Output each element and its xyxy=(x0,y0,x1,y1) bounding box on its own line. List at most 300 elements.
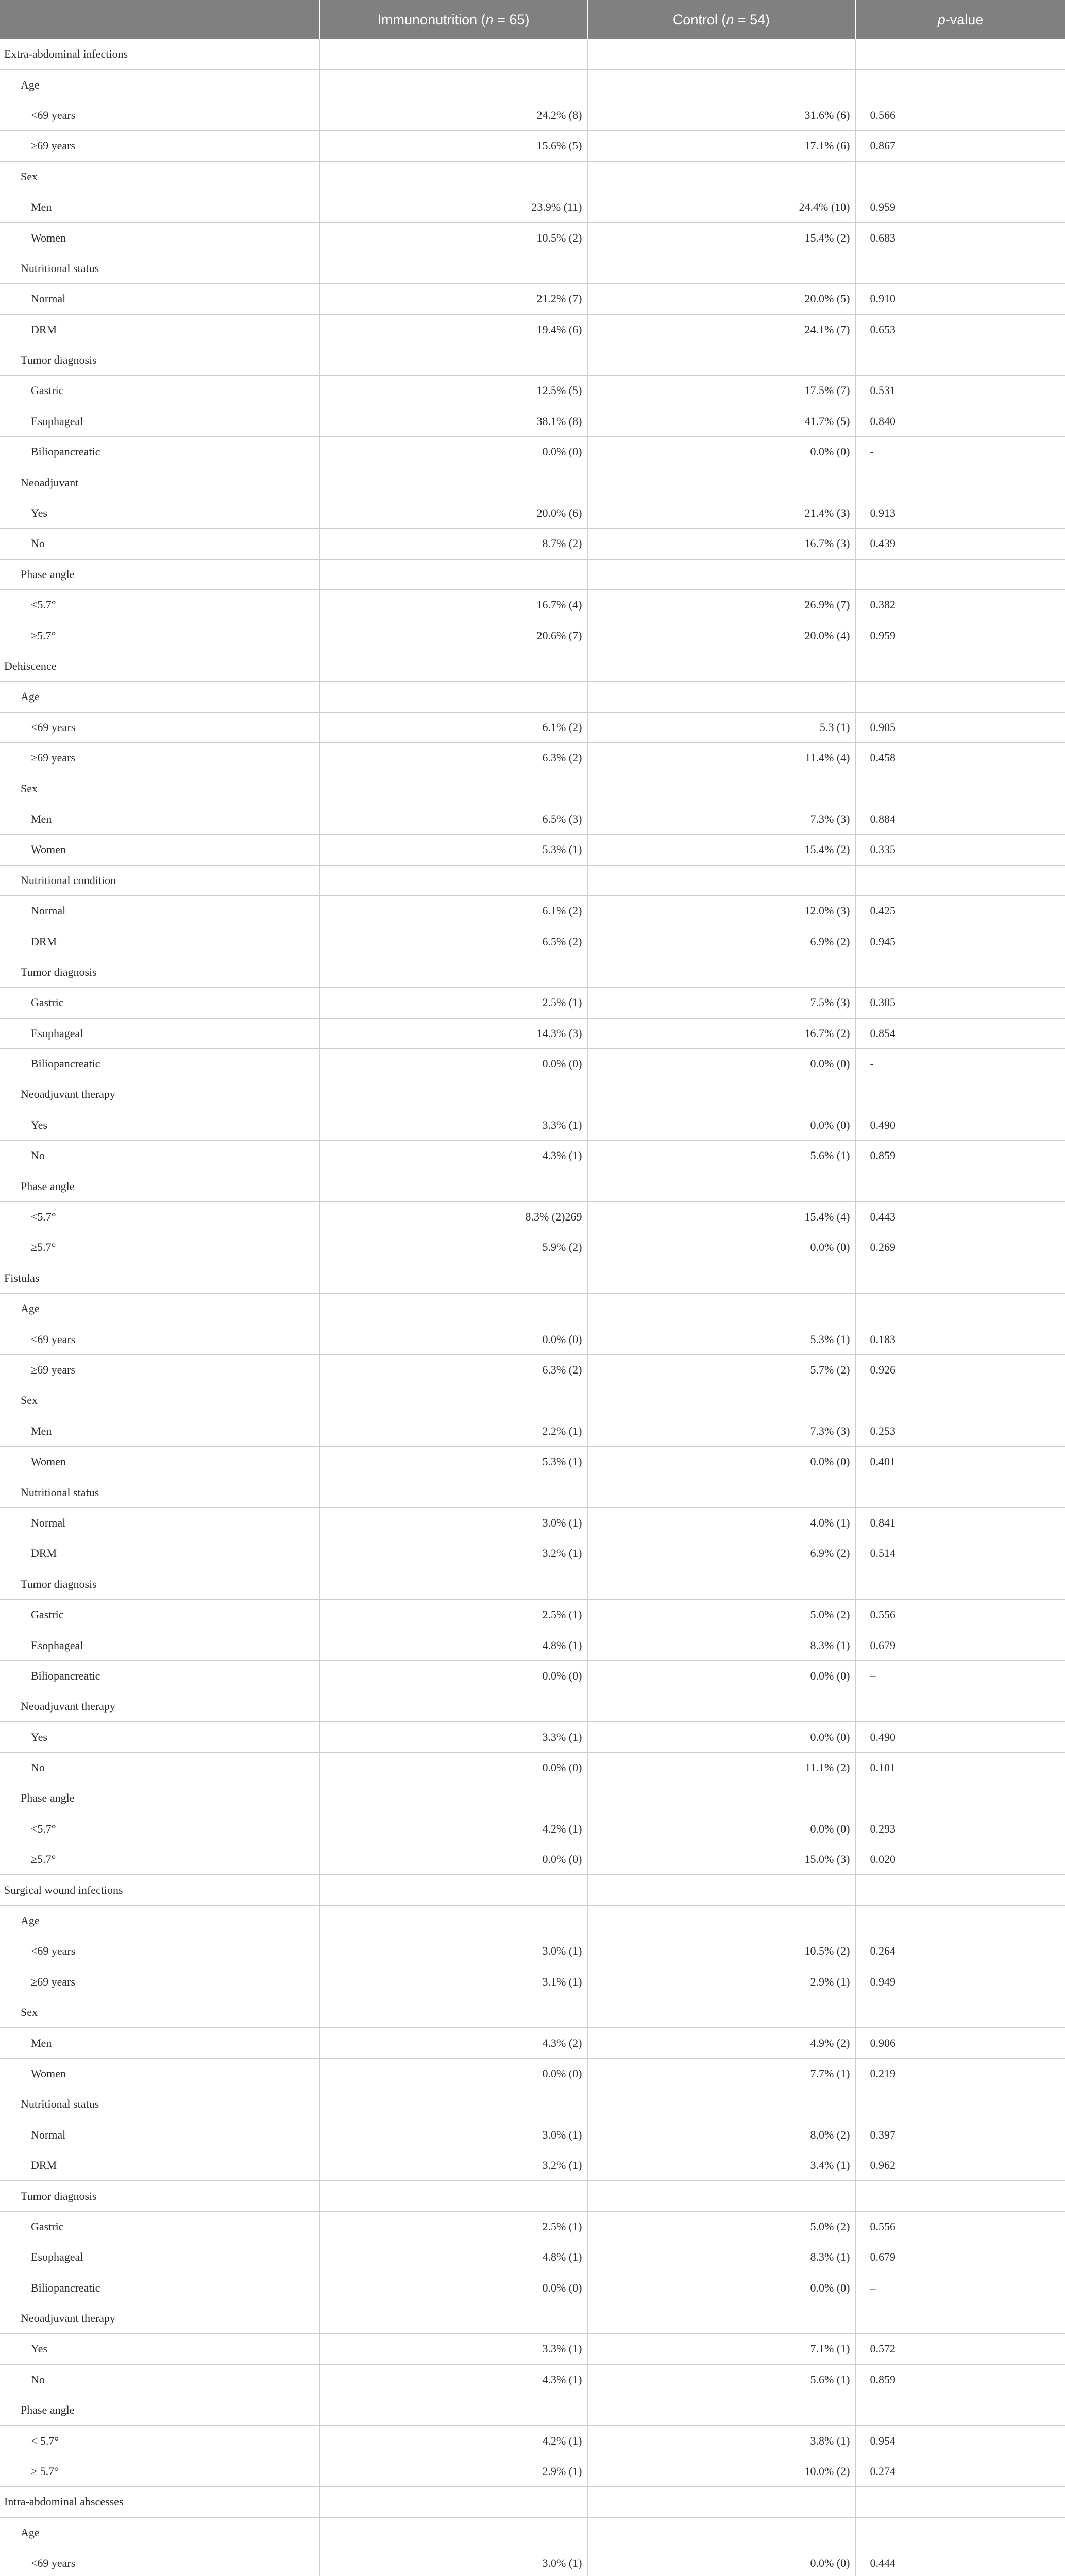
table-row xyxy=(0,2364,1065,2395)
empty-cell xyxy=(319,1079,587,1110)
row-label: Women xyxy=(0,2058,319,2089)
control-value: 8.3% (1) xyxy=(587,1630,855,1660)
row-label: No xyxy=(0,1141,319,1171)
control-value: 6.9% (2) xyxy=(587,926,855,957)
empty-cell xyxy=(319,253,587,283)
table-row xyxy=(0,895,1065,926)
control-value: 31.6% (6) xyxy=(587,100,855,130)
immunonutrition-value: 4.8% (1) xyxy=(319,2242,587,2273)
header-immunonutrition xyxy=(319,0,587,39)
control-value: 15.4% (2) xyxy=(587,835,855,865)
row-label: Biliopancreatic xyxy=(0,437,319,467)
empty-cell xyxy=(319,1385,587,1416)
empty-cell xyxy=(319,559,587,589)
immunonutrition-value: 2.5% (1) xyxy=(319,1599,587,1630)
empty-cell xyxy=(855,651,1065,681)
header-p: p xyxy=(937,11,945,27)
p-value: 0.269 xyxy=(855,1232,1065,1263)
table-row xyxy=(0,1324,1065,1354)
p-value: 0.867 xyxy=(855,131,1065,161)
p-value: 0.335 xyxy=(855,835,1065,865)
empty-cell xyxy=(319,1294,587,1324)
category-label: Neoadjuvant therapy xyxy=(0,1079,319,1110)
empty-cell xyxy=(587,1171,855,1201)
empty-cell xyxy=(319,682,587,712)
immunonutrition-value: 2.2% (1) xyxy=(319,1416,587,1446)
header-immunonutrition-n: n xyxy=(485,11,494,27)
immunonutrition-value: 20.6% (7) xyxy=(319,620,587,651)
table-row xyxy=(0,498,1065,528)
immunonutrition-value: 0.0% (0) xyxy=(319,1752,587,1783)
table-row xyxy=(0,988,1065,1018)
table-row xyxy=(0,804,1065,834)
immunonutrition-value: 3.2% (1) xyxy=(319,1538,587,1569)
p-value: 0.253 xyxy=(855,1416,1065,1446)
row-label: Biliopancreatic xyxy=(0,1660,319,1691)
category-row xyxy=(0,467,1065,498)
p-value: 0.859 xyxy=(855,2364,1065,2395)
empty-cell xyxy=(855,1691,1065,1722)
p-value: 0.910 xyxy=(855,284,1065,314)
control-value: 0.0% (0) xyxy=(587,2273,855,2303)
table-row xyxy=(0,590,1065,620)
category-label: Phase angle xyxy=(0,2395,319,2426)
empty-cell xyxy=(855,957,1065,987)
table-row xyxy=(0,2334,1065,2364)
p-value: 0.954 xyxy=(855,2426,1065,2456)
control-value: 24.1% (7) xyxy=(587,314,855,345)
empty-cell xyxy=(587,682,855,712)
immunonutrition-value: 14.3% (3) xyxy=(319,1018,587,1048)
section-label: Extra-abdominal infections xyxy=(0,39,319,70)
empty-cell xyxy=(587,865,855,895)
empty-cell xyxy=(319,1477,587,1507)
control-value: 0.0% (0) xyxy=(587,2548,855,2576)
empty-cell xyxy=(587,559,855,589)
category-label: Nutritional status xyxy=(0,1477,319,1507)
empty-cell xyxy=(855,1385,1065,1416)
p-value: 0.945 xyxy=(855,926,1065,957)
row-label: Biliopancreatic xyxy=(0,2273,319,2303)
immunonutrition-value: 12.5% (5) xyxy=(319,376,587,406)
header-variable xyxy=(0,0,319,39)
table-row xyxy=(0,406,1065,436)
category-label: Sex xyxy=(0,161,319,192)
category-row xyxy=(0,1783,1065,1814)
category-row xyxy=(0,1171,1065,1201)
category-row xyxy=(0,865,1065,895)
table-row xyxy=(0,712,1065,742)
table-row xyxy=(0,1110,1065,1140)
control-value: 12.0% (3) xyxy=(587,895,855,926)
immunonutrition-value: 4.3% (1) xyxy=(319,1141,587,1171)
table-row xyxy=(0,1722,1065,1752)
row-label: ≥5.7° xyxy=(0,1232,319,1263)
row-label: Yes xyxy=(0,1722,319,1752)
table-row xyxy=(0,437,1065,467)
p-value: 0.101 xyxy=(855,1752,1065,1783)
p-value: 0.841 xyxy=(855,1507,1065,1538)
empty-cell xyxy=(319,1905,587,1936)
row-label: < 5.7° xyxy=(0,2426,319,2456)
category-label: Sex xyxy=(0,1997,319,2028)
row-label: Women xyxy=(0,835,319,865)
row-label: Gastric xyxy=(0,1599,319,1630)
category-row xyxy=(0,773,1065,804)
section-label: Surgical wound infections xyxy=(0,1875,319,1905)
empty-cell xyxy=(855,1783,1065,1814)
category-row xyxy=(0,1691,1065,1722)
immunonutrition-value: 24.2% (8) xyxy=(319,100,587,130)
category-label: Phase angle xyxy=(0,559,319,589)
immunonutrition-value: 4.2% (1) xyxy=(319,1814,587,1844)
empty-cell xyxy=(587,70,855,100)
table-row xyxy=(0,1538,1065,1569)
empty-cell xyxy=(587,2395,855,2426)
control-value: 10.5% (2) xyxy=(587,1936,855,1967)
empty-cell xyxy=(855,682,1065,712)
table-row xyxy=(0,2120,1065,2150)
empty-cell xyxy=(319,39,587,70)
row-label: Esophageal xyxy=(0,2242,319,2273)
table-body xyxy=(0,39,1065,2576)
empty-cell xyxy=(587,1385,855,1416)
table-row xyxy=(0,1232,1065,1263)
empty-cell xyxy=(319,2089,587,2120)
control-value: 3.4% (1) xyxy=(587,2150,855,2180)
empty-cell xyxy=(587,773,855,804)
category-label: Age xyxy=(0,2517,319,2548)
immunonutrition-value: 5.9% (2) xyxy=(319,1232,587,1263)
empty-cell xyxy=(319,1569,587,1599)
control-value: 4.9% (2) xyxy=(587,2028,855,2058)
table-row xyxy=(0,1630,1065,1660)
empty-cell xyxy=(319,1691,587,1722)
row-label: DRM xyxy=(0,1538,319,1569)
immunonutrition-value: 8.7% (2) xyxy=(319,529,587,559)
empty-cell xyxy=(319,1997,587,2028)
control-value: 5.0% (2) xyxy=(587,2211,855,2242)
category-row xyxy=(0,253,1065,283)
empty-cell xyxy=(319,865,587,895)
category-row xyxy=(0,161,1065,192)
table-row xyxy=(0,2456,1065,2486)
section-label: Dehiscence xyxy=(0,651,319,681)
p-value: 0.949 xyxy=(855,1967,1065,1997)
row-label: ≥5.7° xyxy=(0,1844,319,1875)
row-label: <69 years xyxy=(0,100,319,130)
immunonutrition-value: 38.1% (8) xyxy=(319,406,587,436)
empty-cell xyxy=(587,2303,855,2333)
control-value: 17.1% (6) xyxy=(587,131,855,161)
p-value: 0.854 xyxy=(855,1018,1065,1048)
immunonutrition-value: 2.9% (1) xyxy=(319,2456,587,2486)
section-row xyxy=(0,1263,1065,1293)
row-label: Normal xyxy=(0,284,319,314)
row-label: ≥5.7° xyxy=(0,620,319,651)
table-row xyxy=(0,376,1065,406)
category-label: Neoadjuvant therapy xyxy=(0,1691,319,1722)
p-value: 0.490 xyxy=(855,1110,1065,1140)
empty-cell xyxy=(587,345,855,375)
section-row xyxy=(0,1875,1065,1905)
empty-cell xyxy=(855,773,1065,804)
empty-cell xyxy=(587,39,855,70)
p-value: 0.458 xyxy=(855,742,1065,773)
empty-cell xyxy=(855,253,1065,283)
table-row xyxy=(0,2242,1065,2273)
empty-cell xyxy=(319,345,587,375)
row-label: DRM xyxy=(0,926,319,957)
category-label: Sex xyxy=(0,1385,319,1416)
empty-cell xyxy=(855,1477,1065,1507)
empty-cell xyxy=(587,1079,855,1110)
row-label: Normal xyxy=(0,1507,319,1538)
header-control-label: Control ( xyxy=(672,11,726,27)
p-value: 0.425 xyxy=(855,895,1065,926)
immunonutrition-value: 4.2% (1) xyxy=(319,2426,587,2456)
p-value: 0.840 xyxy=(855,406,1065,436)
control-value: 7.7% (1) xyxy=(587,2058,855,2089)
category-label: Phase angle xyxy=(0,1783,319,1814)
table-row xyxy=(0,1446,1065,1477)
empty-cell xyxy=(855,345,1065,375)
control-value: 15.4% (4) xyxy=(587,1201,855,1232)
empty-cell xyxy=(587,957,855,987)
category-label: Nutritional status xyxy=(0,253,319,283)
p-value: 0.906 xyxy=(855,2028,1065,2058)
empty-cell xyxy=(855,2089,1065,2120)
control-value: 20.0% (4) xyxy=(587,620,855,651)
category-label: Sex xyxy=(0,773,319,804)
control-value: 15.4% (2) xyxy=(587,223,855,253)
p-value: 0.444 xyxy=(855,2548,1065,2576)
p-value: 0.884 xyxy=(855,804,1065,834)
row-label: Gastric xyxy=(0,2211,319,2242)
control-value: 3.8% (1) xyxy=(587,2426,855,2456)
empty-cell xyxy=(587,2181,855,2211)
control-value: 7.3% (3) xyxy=(587,1416,855,1446)
p-value: 0.679 xyxy=(855,2242,1065,2273)
immunonutrition-value: 3.3% (1) xyxy=(319,1722,587,1752)
row-label: Men xyxy=(0,192,319,222)
p-value: 0.926 xyxy=(855,1354,1065,1385)
row-label: Women xyxy=(0,1446,319,1477)
row-label: Yes xyxy=(0,498,319,528)
control-value: 11.1% (2) xyxy=(587,1752,855,1783)
empty-cell xyxy=(319,2303,587,2333)
control-value: 7.1% (1) xyxy=(587,2334,855,2364)
category-row xyxy=(0,2181,1065,2211)
row-label: Esophageal xyxy=(0,1630,319,1660)
empty-cell xyxy=(587,161,855,192)
table-row xyxy=(0,926,1065,957)
row-label: Normal xyxy=(0,2120,319,2150)
category-label: Age xyxy=(0,1905,319,1936)
p-value: 0.439 xyxy=(855,529,1065,559)
p-value: 0.397 xyxy=(855,2120,1065,2150)
category-label: Neoadjuvant xyxy=(0,467,319,498)
immunonutrition-value: 23.9% (11) xyxy=(319,192,587,222)
category-label: Tumor diagnosis xyxy=(0,1569,319,1599)
header-immunonutrition-count: = 65) xyxy=(493,11,530,27)
category-label: Age xyxy=(0,70,319,100)
empty-cell xyxy=(855,1171,1065,1201)
table-row xyxy=(0,192,1065,222)
control-value: 10.0% (2) xyxy=(587,2456,855,2486)
empty-cell xyxy=(855,39,1065,70)
p-value: 0.679 xyxy=(855,1630,1065,1660)
section-row xyxy=(0,651,1065,681)
table-row xyxy=(0,223,1065,253)
table-row xyxy=(0,529,1065,559)
control-value: 20.0% (5) xyxy=(587,284,855,314)
immunonutrition-value: 6.1% (2) xyxy=(319,712,587,742)
category-row xyxy=(0,2395,1065,2426)
control-value: 8.3% (1) xyxy=(587,2242,855,2273)
row-label: Men xyxy=(0,2028,319,2058)
p-value: 0.219 xyxy=(855,2058,1065,2089)
table-row xyxy=(0,1752,1065,1783)
category-label: Tumor diagnosis xyxy=(0,345,319,375)
empty-cell xyxy=(855,1997,1065,2028)
table-row xyxy=(0,1936,1065,1967)
control-value: 41.7% (5) xyxy=(587,406,855,436)
immunonutrition-value: 6.3% (2) xyxy=(319,742,587,773)
control-value: 0.0% (0) xyxy=(587,1814,855,1844)
row-label: Esophageal xyxy=(0,406,319,436)
empty-cell xyxy=(855,2303,1065,2333)
table-row xyxy=(0,1507,1065,1538)
immunonutrition-value: 10.5% (2) xyxy=(319,223,587,253)
table-row xyxy=(0,2150,1065,2180)
category-row xyxy=(0,1477,1065,1507)
table-row xyxy=(0,742,1065,773)
category-label: Nutritional condition xyxy=(0,865,319,895)
table-row xyxy=(0,314,1065,345)
row-label: DRM xyxy=(0,314,319,345)
row-label: Yes xyxy=(0,2334,319,2364)
header-control-n: n xyxy=(726,11,734,27)
p-value: 0.020 xyxy=(855,1844,1065,1875)
p-value: 0.531 xyxy=(855,376,1065,406)
row-label: <5.7° xyxy=(0,590,319,620)
immunonutrition-value: 3.0% (1) xyxy=(319,2548,587,2576)
control-value: 24.4% (10) xyxy=(587,192,855,222)
row-label: ≥69 years xyxy=(0,131,319,161)
immunonutrition-value: 0.0% (0) xyxy=(319,2058,587,2089)
row-label: <69 years xyxy=(0,712,319,742)
immunonutrition-value: 3.3% (1) xyxy=(319,2334,587,2364)
table-row xyxy=(0,1967,1065,1997)
category-row xyxy=(0,2303,1065,2333)
empty-cell xyxy=(587,1569,855,1599)
p-value: 0.859 xyxy=(855,1141,1065,1171)
category-row xyxy=(0,1385,1065,1416)
immunonutrition-value: 6.1% (2) xyxy=(319,895,587,926)
row-label: Gastric xyxy=(0,376,319,406)
empty-cell xyxy=(319,957,587,987)
category-label: Tumor diagnosis xyxy=(0,2181,319,2211)
control-value: 0.0% (0) xyxy=(587,1660,855,1691)
empty-cell xyxy=(587,1294,855,1324)
table-row xyxy=(0,1416,1065,1446)
empty-cell xyxy=(855,1263,1065,1293)
row-label: Esophageal xyxy=(0,1018,319,1048)
table-row xyxy=(0,2426,1065,2456)
table-row xyxy=(0,620,1065,651)
immunonutrition-value: 0.0% (0) xyxy=(319,437,587,467)
control-value: 0.0% (0) xyxy=(587,1722,855,1752)
p-value: 0.913 xyxy=(855,498,1065,528)
table-row xyxy=(0,284,1065,314)
control-value: 15.0% (3) xyxy=(587,1844,855,1875)
category-row xyxy=(0,2517,1065,2548)
p-value: 0.514 xyxy=(855,1538,1065,1569)
empty-cell xyxy=(855,1079,1065,1110)
row-label: <69 years xyxy=(0,1324,319,1354)
empty-cell xyxy=(587,2517,855,2548)
control-value: 11.4% (4) xyxy=(587,742,855,773)
row-label: ≥ 5.7° xyxy=(0,2456,319,2486)
empty-cell xyxy=(855,1875,1065,1905)
empty-cell xyxy=(319,467,587,498)
row-label: Gastric xyxy=(0,988,319,1018)
control-value: 26.9% (7) xyxy=(587,590,855,620)
p-value: 0.382 xyxy=(855,590,1065,620)
control-value: 7.3% (3) xyxy=(587,804,855,834)
empty-cell xyxy=(855,1905,1065,1936)
empty-cell xyxy=(855,1569,1065,1599)
p-value: 0.274 xyxy=(855,2456,1065,2486)
empty-cell xyxy=(855,161,1065,192)
immunonutrition-value: 0.0% (0) xyxy=(319,1324,587,1354)
row-label: Biliopancreatic xyxy=(0,1048,319,1079)
category-row xyxy=(0,70,1065,100)
control-value: 5.6% (1) xyxy=(587,1141,855,1171)
control-value: 5.6% (1) xyxy=(587,2364,855,2395)
table-row xyxy=(0,1201,1065,1232)
category-row xyxy=(0,559,1065,589)
empty-cell xyxy=(319,1263,587,1293)
p-value: 0.905 xyxy=(855,712,1065,742)
empty-cell xyxy=(319,1875,587,1905)
immunonutrition-value: 8.3% (2)269 xyxy=(319,1201,587,1232)
empty-cell xyxy=(587,1905,855,1936)
header-immunonutrition-label: Immunonutrition ( xyxy=(377,11,486,27)
control-value: 0.0% (0) xyxy=(587,1048,855,1079)
control-value: 0.0% (0) xyxy=(587,1446,855,1477)
table-row xyxy=(0,131,1065,161)
p-value: - xyxy=(855,1048,1065,1079)
empty-cell xyxy=(319,773,587,804)
header-control-count: = 54) xyxy=(734,11,770,27)
empty-cell xyxy=(319,2487,587,2517)
table-row xyxy=(0,2548,1065,2576)
immunonutrition-value: 0.0% (0) xyxy=(319,1048,587,1079)
table-row xyxy=(0,835,1065,865)
p-value: – xyxy=(855,2273,1065,2303)
row-label: No xyxy=(0,1752,319,1783)
category-label: Tumor diagnosis xyxy=(0,957,319,987)
table-row xyxy=(0,100,1065,130)
immunonutrition-value: 2.5% (1) xyxy=(319,2211,587,2242)
row-label: Men xyxy=(0,804,319,834)
control-value: 5.7% (2) xyxy=(587,1354,855,1385)
category-label: Phase angle xyxy=(0,1171,319,1201)
table-row xyxy=(0,2211,1065,2242)
section-row xyxy=(0,39,1065,70)
